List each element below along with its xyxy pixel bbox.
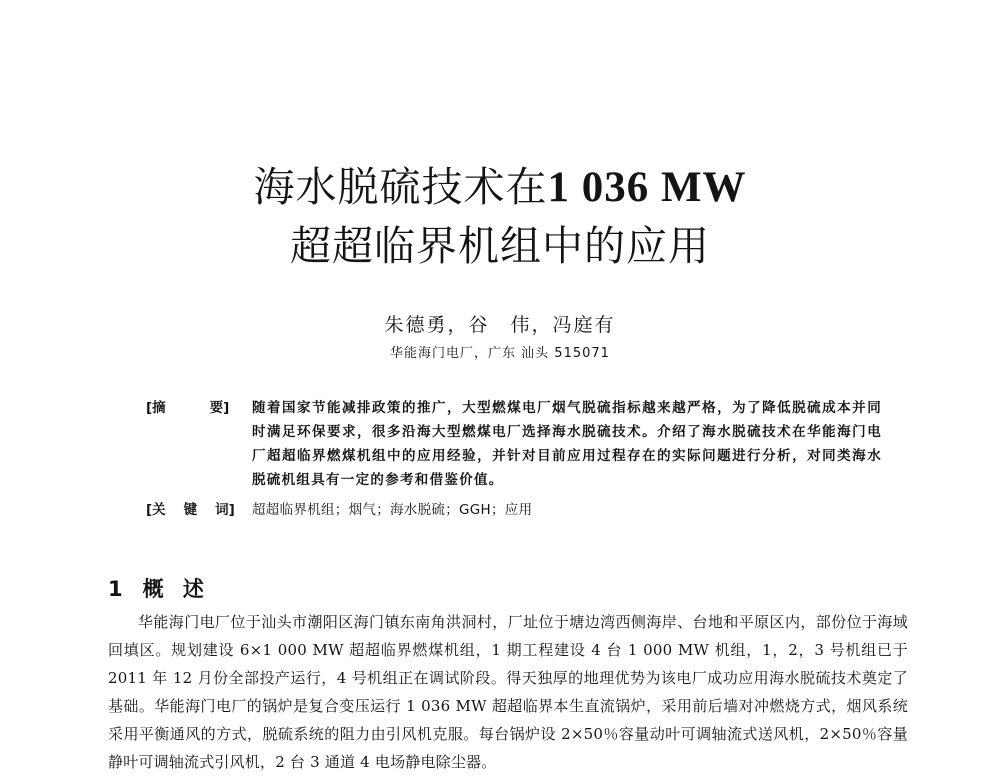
keywords-label-b: 键 [183,502,198,518]
abstract-row [146,396,882,492]
body-text [108,608,908,776]
authors: 朱德勇，谷 伟，冯庭有 [384,314,616,336]
abstract-text: 随着国家节能减排政策的推广，大型燃煤电厂烟气脱硫指标越来越严格，为了降低脱硫成本并同时满足环保要求，很多沿海大型燃煤电厂选择海水脱硫技术。介绍了海水脱硫技术在华能海门电厂超超临界燃煤机组中的应用经验，并针对目前应用过程存在的实际问题进行分析，对同类海水脱硫机组具有一定的参考和借鉴价值。 [252,400,882,488]
paper-title-line-2: 超超临界机组中的应用 [290,222,710,270]
affiliation: 华能海门电厂，广东 汕头 515071 [390,346,610,361]
section-number: 1 [108,577,129,601]
keywords-label [146,498,252,522]
title-cjk-part: 海水脱硫技术在 [253,163,548,211]
paragraph: 华能海门电厂位于汕头市潮阳区海门镇东南角洪洞村，厂址位于塘边湾西侧海岸、台地和平原区内，部份位于海域回填区。规划建设 6×1 000 MW 超超临界燃煤机组，1 期工程建设 4 台 1 000 MW 机组，1，2，3 号机组已于 2011 年 12 月份全部投产运行，4 号机组正在调试阶段。得天独厚的地理优势为该电厂成功应用海水脱硫技术奠定了基础。华能海门电厂的锅炉是复合变压运行 1 036 MW 超超临界本生直流锅炉，采用前后墙对冲燃烧方式，烟风系统采用平衡通风的方式，脱硫系统的阻力由引风机克服。每台锅炉设 2×50％容量动叶可调轴流式送风机，2×50％容量静叶可调轴流式引风机，2 台 3 通道 4 电场静电除尘器。 [108,613,908,771]
paper-title-line-1 [0,163,1000,211]
keywords-label-a: [关 [146,502,166,518]
abstract-label [146,396,252,492]
abstract-label-close: 要] [209,400,230,416]
keywords-text: 超超临界机组；烟气；海水脱硫；GGH；应用 [252,502,533,518]
keywords-label-c: 词] [215,502,235,518]
section-heading [108,573,210,603]
keywords-row [146,498,882,522]
section-title: 概 述 [142,577,210,601]
title-latin-part: 1 036 MW [547,164,747,211]
abstract-label-open: [摘 [146,400,166,416]
abstract-block [146,396,882,522]
